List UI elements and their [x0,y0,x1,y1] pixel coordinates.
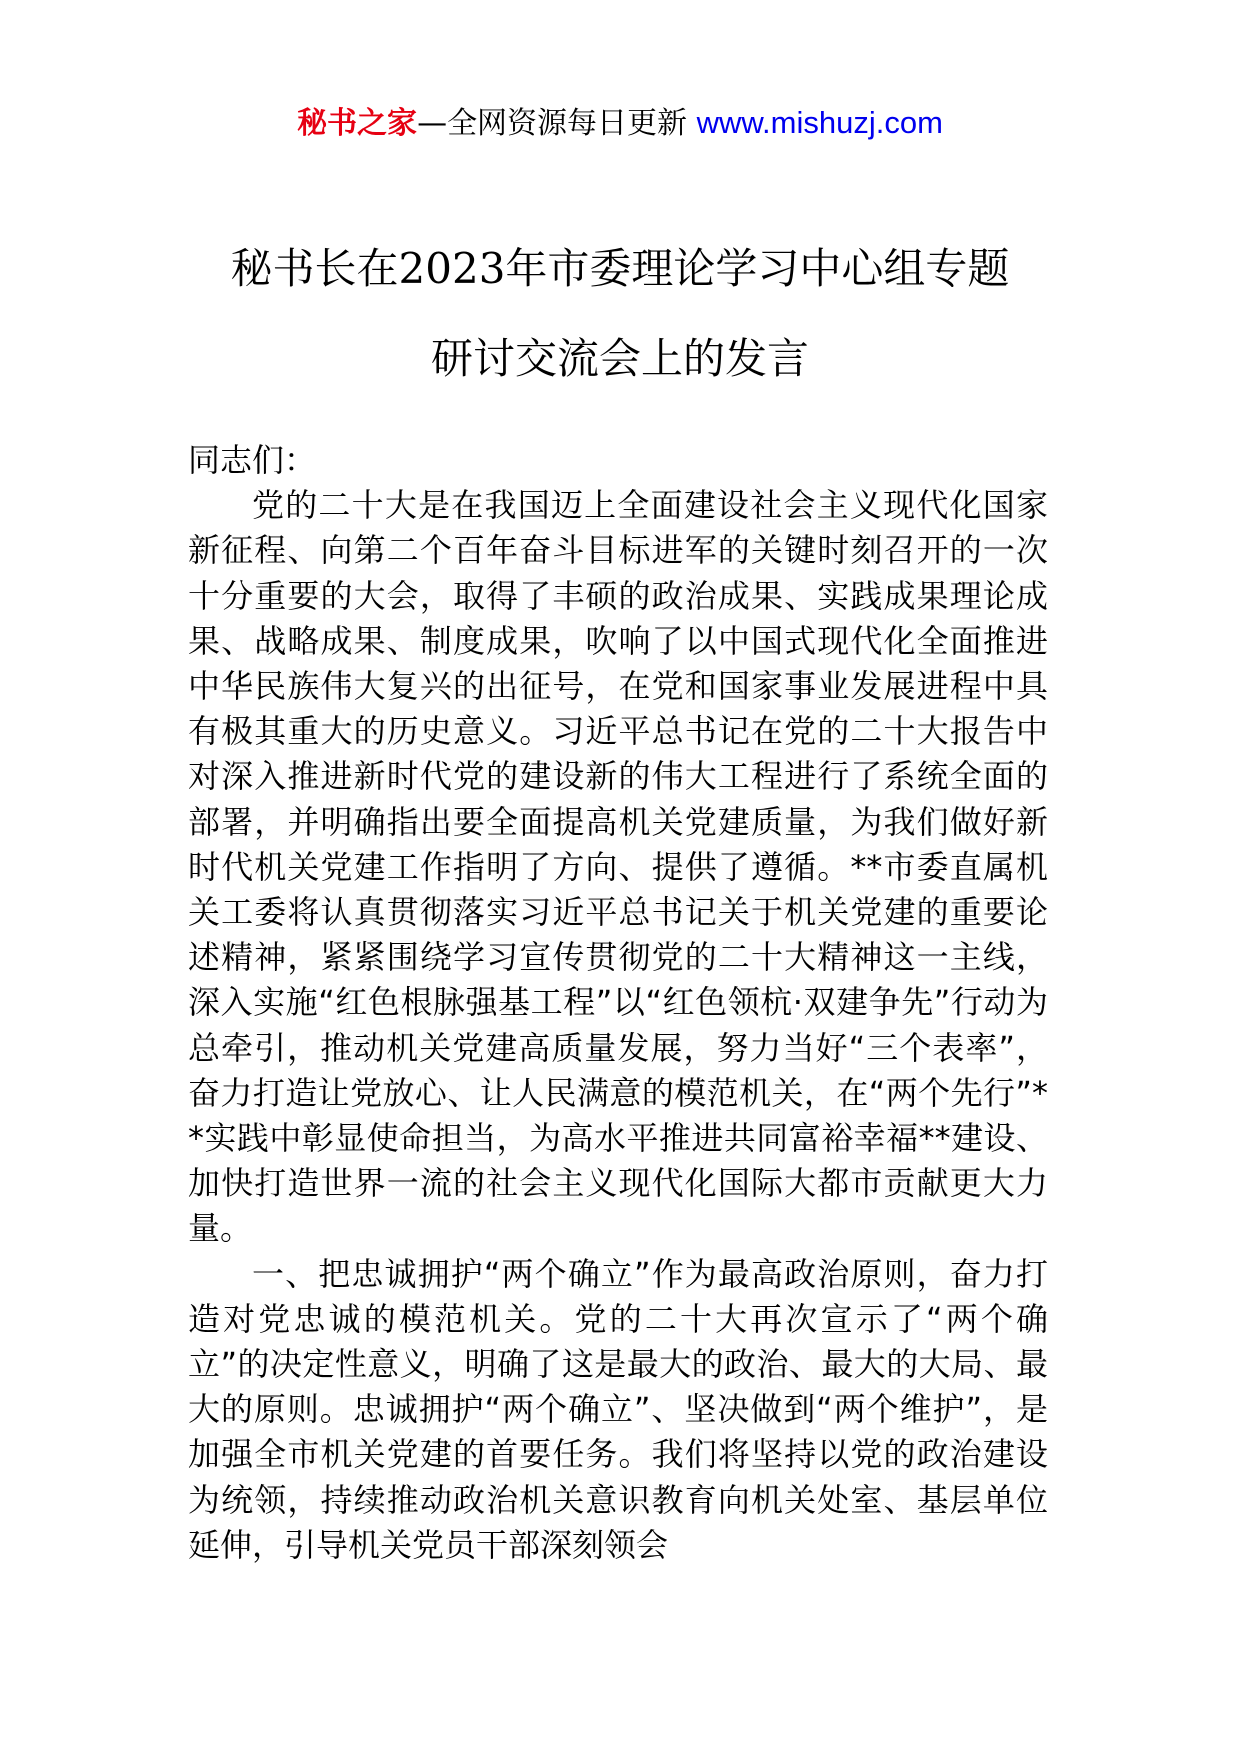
banner-tagline: —全网资源每日更新 [417,106,688,141]
document-body [188,438,1048,1568]
title-line-2: 研讨交流会上的发言 [430,334,809,383]
document-title [150,224,1090,404]
body-paragraph: 党的二十大是在我国迈上全面建设社会主义现代化国家新征程、向第二个百年奋斗目标进军的关键时刻召开的一次十分重要的大会，取得了丰硕的政治成果、实践成果理论成果、战略成果、制度成果，吹响了以中国式现代化全面推进中华民族伟大复兴的出征号，在党和国家事业发展进程中具有极其重大的历史意义。习近平总书记在党的二十大报告中对深入推进新时代党的建设新的伟大工程进行了系统全面的部署，并明确指出要全面提高机关党建质量，为我们做好新时代机关党建工作指明了方向、提供了遵循。**市委直属机关工委将认真贯彻落实习近平总书记关于机关党建的重要论述精神，紧紧围绕学习宣传贯彻党的二十大精神这一主线，深入实施“红色根脉强基工程”以“红色领杭·双建争先”行动为总牵引，推动机关党建高质量发展，努力当好“三个表率”，奋力打造让党放心、让人民满意的模范机关，在“两个先行”**实践中彰显使命担当，为高水平推进共同富裕幸福**建设、加快打造世界一流的社会主义现代化国际大都市贡献更大力量。 [188,486,1048,1248]
title-line-1: 秘书长在2023年市委理论学习中心组专题 [230,244,1010,293]
site-url-link[interactable]: www.mishuzj.com [696,105,943,140]
brand-name: 秘书之家 [297,106,418,141]
salutation: 同志们： [188,441,317,479]
body-paragraph: 一、把忠诚拥护“两个确立”作为最高政治原则，奋力打造对党忠诚的模范机关。党的二十大再次宣示了“两个确立”的决定性意义，明确了这是最大的政治、最大的大局、最大的原则。忠诚拥护“两个确立”、坚决做到“两个维护”，是加强全市机关党建的首要任务。我们将坚持以党的政治建设为统领，持续推动政治机关意识教育向机关处室、基层单位延伸，引导机关党员干部深刻领会 [188,1254,1048,1564]
site-banner [0,100,1240,147]
